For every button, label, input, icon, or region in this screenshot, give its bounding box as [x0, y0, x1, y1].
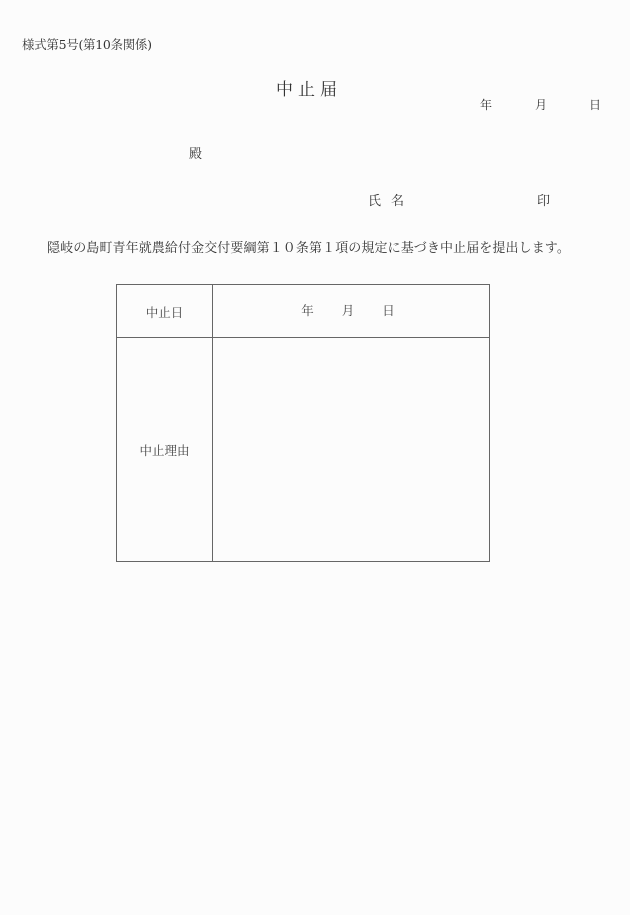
table-row-cancellation-reason [117, 338, 490, 562]
submission-year-label: 年 [480, 98, 493, 112]
cancellation-reason-field[interactable] [213, 338, 490, 562]
cancellation-month-label: 月 [341, 303, 355, 318]
cancellation-table [116, 284, 490, 562]
statement-text: 隠岐の島町青年就農給付金交付要綱第１０条第１項の規定に基づき中止届を提出します。 [47, 241, 570, 256]
applicant-name-label: 氏名 [368, 194, 415, 209]
addressee-suffix: 殿 [189, 147, 203, 162]
form-number: 様式第5号(第10条関係) [22, 37, 152, 52]
cancellation-reason-label: 中止理由 [117, 338, 213, 562]
cancellation-date-label: 中止日 [117, 285, 213, 338]
submission-month-label: 月 [535, 98, 548, 112]
cancellation-date-parts [207, 301, 489, 319]
table-row-cancellation-date [117, 285, 490, 338]
submission-day-label: 日 [589, 98, 602, 112]
document-title: 中止届 [276, 80, 342, 100]
seal-label: 印 [537, 194, 551, 209]
cancellation-date-field[interactable] [213, 285, 490, 338]
cancellation-day-label: 日 [382, 303, 395, 318]
cancellation-year-label: 年 [301, 303, 314, 318]
